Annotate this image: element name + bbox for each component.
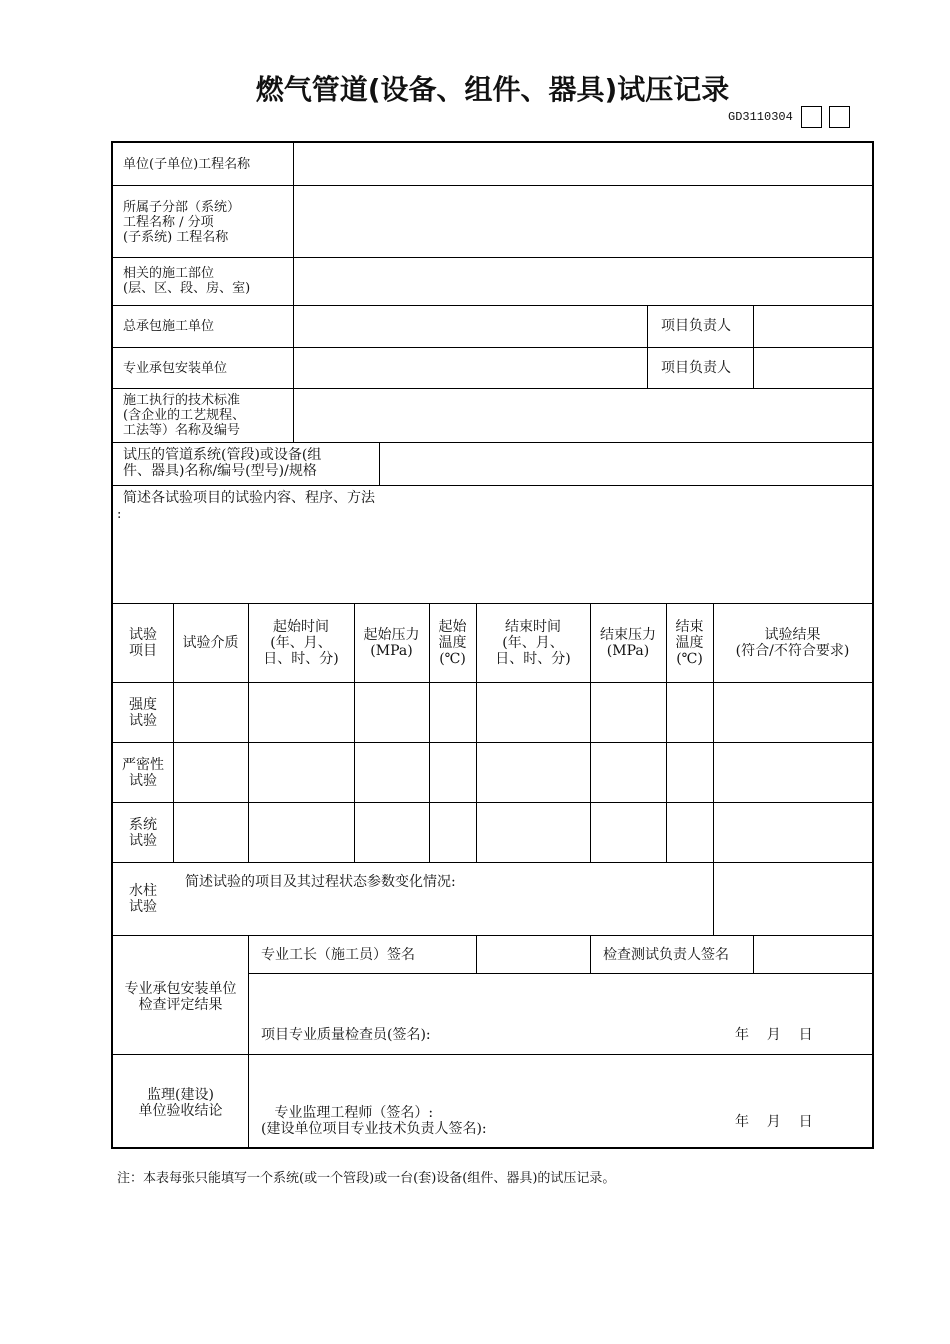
row-water-column-label: 水柱 试验 xyxy=(129,883,157,915)
label-project-leader-1: 项目负责人 xyxy=(661,318,731,334)
input-project-leader-2[interactable] xyxy=(754,348,872,388)
input-general-contractor[interactable] xyxy=(294,306,647,347)
label-method-desc: 简述各试验项目的试验内容、程序、方法 xyxy=(123,490,375,506)
th-test-item: 试验 项目 xyxy=(129,627,157,659)
form-frame xyxy=(111,141,874,1149)
th-start-pressure: 起始压力 (MPa) xyxy=(363,627,420,659)
label-tech-standard: 施工执行的技术标准 (含企业的工艺规程、 工法等）名称及编号 xyxy=(123,393,246,438)
th-medium: 试验介质 xyxy=(182,635,239,651)
footer-note: 注：本表每张只能填写一个系统(或一个管段)或一台(套)设备(组件、器具)的试压记录。 xyxy=(117,1171,616,1186)
th-end-temp: 结束 温度 (℃) xyxy=(675,619,704,667)
inspector-sign-input[interactable] xyxy=(754,936,872,973)
engineer-sign-label: 专业监理工程师（签名）: (建设单位项目专业技术负责人签名): xyxy=(261,1105,487,1137)
label-general-contractor: 总承包施工单位 xyxy=(123,319,215,334)
row-strength-label: 强度 试验 xyxy=(129,697,157,729)
input-project-leader-1[interactable] xyxy=(754,306,872,347)
th-end-time: 结束时间 (年、月、 日、时、分) xyxy=(495,619,571,667)
foreman-sign-input[interactable] xyxy=(477,936,590,973)
qc-sign-label: 项目专业质量检查员(签名): xyxy=(261,1027,431,1043)
water-column-desc: 简述试验的项目及其过程状态参数变化情况: xyxy=(185,874,456,890)
label-specialty-contractor: 专业承包安装单位 xyxy=(123,361,228,376)
input-pipe-system[interactable] xyxy=(380,443,872,485)
input-tech-standard[interactable] xyxy=(294,389,872,442)
th-start-time: 起始时间 (年、月、 日、时、分) xyxy=(263,619,339,667)
th-end-pressure: 结束压力 (MPa) xyxy=(600,627,656,659)
label-unit-name: 单位(子单位)工程名称 xyxy=(123,157,251,172)
foreman-sign-label: 专业工长（施工员）签名 xyxy=(261,947,415,963)
input-method-desc[interactable] xyxy=(113,521,872,603)
serial-box-1[interactable] xyxy=(801,106,822,128)
label-pipe-system: 试压的管道系统(管段)或设备(组 件、器具)名称/编号(型号)/规格 xyxy=(123,447,322,479)
inspector-sign-label: 检查测试负责人签名 xyxy=(603,947,729,963)
th-result: 试验结果 (符合/不符合要求) xyxy=(735,627,850,659)
supervision-label: 监理(建设) 单位验收结论 xyxy=(138,1087,223,1119)
label-sub-part: 所属子分部（系统） 工程名称 / 分项 (子系统) 工程名称 xyxy=(123,200,241,245)
input-location[interactable] xyxy=(294,258,872,305)
th-start-temp: 起始 温度 (℃) xyxy=(438,619,467,667)
input-unit-name[interactable] xyxy=(294,143,872,185)
date-2: 年 月 日 xyxy=(735,1114,813,1130)
form-code: GD3110304 xyxy=(728,110,793,124)
input-sub-part[interactable] xyxy=(294,186,872,257)
row-tightness-label: 严密性 试验 xyxy=(122,757,164,789)
label-project-leader-2: 项目负责人 xyxy=(661,360,731,376)
form-title: 燃气管道(设备、组件、器具)试压记录 xyxy=(255,73,730,106)
date-1: 年 月 日 xyxy=(735,1027,813,1043)
serial-box-2[interactable] xyxy=(829,106,850,128)
row-system-label: 系统 试验 xyxy=(129,817,157,849)
contractor-eval-label: 专业承包安装单位 检查评定结果 xyxy=(124,981,237,1013)
input-specialty-contractor[interactable] xyxy=(294,348,647,388)
method-colon: : xyxy=(117,507,122,522)
label-location: 相关的施工部位 (层、区、段、房、室) xyxy=(123,266,251,296)
